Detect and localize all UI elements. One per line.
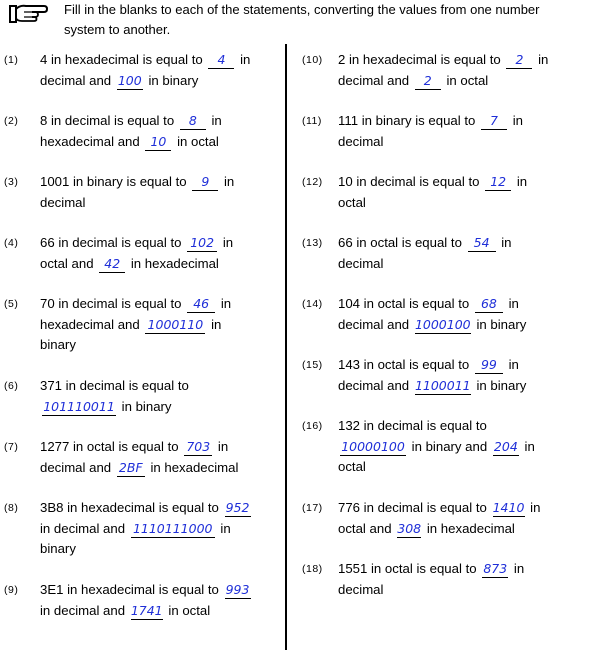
question-text: in	[512, 113, 523, 128]
question-text: octal	[338, 194, 366, 210]
question-text: in	[240, 52, 251, 67]
question-text: in	[530, 500, 541, 515]
question-number: (3)	[4, 176, 19, 188]
question-text: 1277 in octal is equal to	[40, 439, 179, 454]
answer-blank[interactable]: 952	[225, 500, 250, 515]
question-body	[338, 559, 524, 600]
question-text: 8 in decimal is equal to	[40, 113, 175, 128]
question-text: in	[220, 296, 232, 311]
question-number: (5)	[4, 298, 19, 310]
question-body	[40, 172, 234, 213]
question-number: (1)	[4, 54, 19, 66]
instructions-text: Fill in the blanks to each of the statements, converting the values from one number system to another.	[64, 2, 540, 37]
question-text: in decimal and	[40, 602, 126, 618]
question-text: 70 in decimal is equal to	[40, 296, 182, 311]
question-body	[40, 580, 253, 621]
question-body	[40, 376, 189, 417]
question-body	[40, 498, 253, 560]
question-text: decimal and	[338, 316, 410, 332]
question-number: (12)	[302, 176, 323, 188]
question-text: in decimal and	[40, 520, 126, 536]
question-text: 10 in decimal is equal to	[338, 174, 480, 189]
question-number: (16)	[302, 420, 323, 432]
question-text: in hexadecimal	[150, 459, 239, 475]
question-text: in octal	[168, 602, 211, 618]
answer-blank[interactable]: 703	[184, 438, 212, 456]
answer-blank[interactable]: 101110011	[43, 398, 115, 414]
pointing-hand-icon	[8, 2, 48, 24]
question-text: in binary and	[411, 438, 488, 454]
answer-blank[interactable]: 8	[180, 112, 206, 130]
answer-blank[interactable]: 102	[187, 234, 217, 252]
question-text: in	[508, 296, 519, 311]
answer-blank[interactable]: 1000100	[414, 316, 471, 332]
answer-blank[interactable]: 68	[475, 295, 503, 313]
question-body	[40, 50, 250, 91]
answer-blank[interactable]: 873	[483, 561, 508, 576]
question-text: binary	[40, 541, 76, 556]
worksheet-header	[4, 0, 588, 40]
question-number: (9)	[4, 584, 19, 596]
question-text: decimal and	[40, 72, 112, 88]
question-text: 1001 in binary is equal to	[40, 174, 187, 189]
answer-blank[interactable]: 993	[225, 582, 250, 597]
question-text: decimal and	[338, 72, 410, 88]
question-text: 3E1 in hexadecimal is equal to	[40, 582, 219, 597]
question-text: decimal	[338, 133, 384, 149]
question-text: in	[220, 520, 231, 536]
question-body	[338, 233, 512, 274]
question-text: in	[211, 316, 222, 332]
question-text: octal	[338, 459, 366, 474]
answer-blank[interactable]: 10000100	[341, 438, 405, 454]
question-text: octal and	[338, 520, 392, 536]
question-number: (8)	[4, 502, 19, 514]
question-number: (4)	[4, 237, 19, 249]
question-text: in	[516, 174, 528, 189]
question-text: in binary	[148, 72, 199, 88]
question-text: octal and	[40, 255, 94, 271]
question-text: in	[524, 438, 535, 454]
question-text: in octal	[446, 72, 489, 88]
question-text: in	[501, 235, 512, 250]
answer-blank[interactable]: 308	[397, 520, 422, 536]
answer-blank[interactable]: 2BF	[117, 459, 145, 477]
question-text: decimal and	[338, 377, 410, 393]
answer-blank[interactable]: 7	[481, 112, 507, 130]
question-text: 3B8 in hexadecimal is equal to	[40, 500, 219, 515]
question-text: in octal	[177, 133, 219, 149]
question-text: in	[513, 561, 525, 576]
question-body	[338, 294, 526, 335]
answer-blank[interactable]: 99	[475, 356, 503, 374]
question-text: 132 in decimal is equal to	[338, 418, 487, 433]
question-text: in	[538, 52, 549, 67]
question-body	[40, 437, 238, 478]
question-text: in	[217, 439, 229, 454]
question-text: in hexadecimal	[426, 520, 515, 536]
question-text: decimal	[338, 581, 384, 597]
answer-blank[interactable]: 1100011	[414, 377, 471, 393]
question-body	[40, 111, 222, 152]
answer-blank[interactable]: 10	[145, 133, 171, 151]
question-text: 66 in octal is equal to	[338, 235, 462, 250]
question-text: in	[211, 113, 222, 128]
question-text: in hexadecimal	[130, 255, 219, 271]
question-text: 2 in hexadecimal is equal to	[338, 52, 501, 67]
question-body	[338, 355, 526, 396]
answer-blank[interactable]: 42	[99, 255, 125, 273]
question-text: in	[222, 235, 234, 250]
question-text: 371 in decimal is equal to	[40, 378, 189, 393]
question-text: 111 in binary is equal to	[338, 113, 476, 128]
answer-blank[interactable]: 54	[468, 234, 496, 252]
question-text: in	[508, 357, 519, 372]
answer-blank[interactable]: 100	[117, 72, 142, 88]
question-body	[338, 111, 523, 152]
question-number: (15)	[302, 359, 323, 371]
question-text: 143 in octal is equal to	[338, 357, 470, 372]
question-body	[40, 233, 233, 274]
question-number: (6)	[4, 380, 19, 392]
question-body	[40, 294, 231, 356]
question-text: hexadecimal and	[40, 316, 140, 332]
question-text: in binary	[476, 377, 527, 393]
answer-blank[interactable]: 46	[187, 295, 215, 313]
question-number: (7)	[4, 441, 19, 453]
answer-blank[interactable]: 1110111000	[131, 520, 215, 538]
question-text: decimal and	[40, 459, 112, 475]
question-body	[338, 50, 548, 91]
question-body	[338, 416, 535, 478]
question-number: (2)	[4, 115, 19, 127]
answer-blank[interactable]: 1000110	[145, 316, 205, 334]
column-divider	[285, 44, 287, 650]
answer-blank[interactable]: 1410	[492, 500, 525, 515]
question-number: (13)	[302, 237, 323, 249]
question-text: in binary	[121, 398, 172, 414]
question-text: in binary	[476, 316, 527, 332]
question-number: (17)	[302, 502, 323, 514]
question-text: decimal	[40, 194, 86, 210]
answer-blank[interactable]: 1741	[130, 602, 163, 618]
question-body	[338, 498, 540, 539]
answer-blank[interactable]: 4	[208, 51, 234, 69]
question-number: (14)	[302, 298, 323, 310]
question-text: in	[223, 174, 235, 189]
answer-blank[interactable]: 204	[493, 438, 518, 454]
question-text: binary	[40, 337, 76, 352]
question-text: 1551 in octal is equal to	[338, 561, 477, 576]
question-text: decimal	[338, 255, 384, 271]
question-number: (11)	[302, 115, 322, 127]
question-text: hexadecimal and	[40, 133, 140, 149]
question-text: 776 in decimal is equal to	[338, 500, 487, 515]
question-text: 4 in hexadecimal is equal to	[40, 52, 203, 67]
question-text: 66 in decimal is equal to	[40, 235, 182, 250]
answer-blank[interactable]: 9	[192, 173, 218, 191]
question-number: (18)	[302, 563, 323, 575]
answer-blank[interactable]: 12	[485, 173, 511, 191]
question-number: (10)	[302, 54, 323, 66]
answer-blank[interactable]: 2	[415, 72, 441, 90]
question-text: 104 in octal is equal to	[338, 296, 470, 311]
question-body	[338, 172, 527, 213]
answer-blank[interactable]: 2	[506, 51, 532, 69]
